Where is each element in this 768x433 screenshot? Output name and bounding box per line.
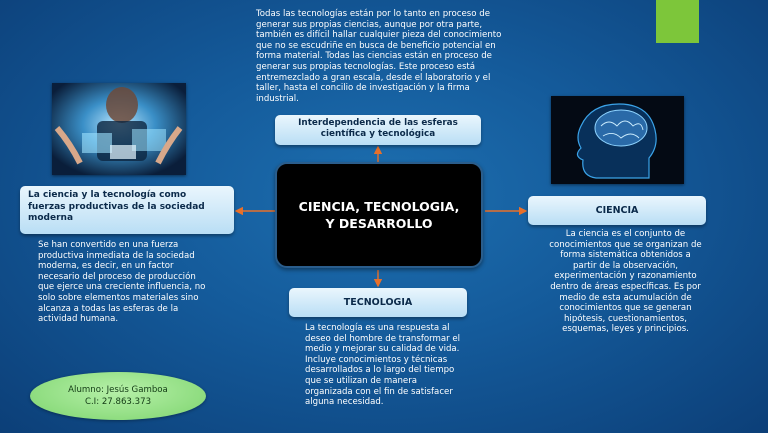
tecnologia-title: TECNOLOGIA — [343, 297, 413, 308]
productive-forces-title: La ciencia y la tecnología como fuerzas productivas de la sociedad moderna — [28, 190, 205, 223]
intro-paragraph: Todas las tecnologías están por lo tanto en proceso de generar sus propias ciencias, aunque por otra parte, también es difícil hallar cualquier pieza del conocimiento que no se escudriñe en busca de beneficio potencial en forma material. Todas las ciencias están en proceso de generar sus propias tecnologías. Este proceso está entremezclado a gran escala, desde el laboratorio y el taller, hasta el concilio de investigación y la firma industrial. — [256, 9, 502, 104]
productive-forces-box — [20, 186, 234, 234]
author-name: Alumno: Jesús Gamboa — [68, 385, 168, 395]
interdependence-box — [275, 115, 481, 145]
tecnologia-box — [289, 288, 467, 317]
author-oval — [30, 372, 206, 420]
ciencia-box — [528, 196, 706, 225]
central-concept-box — [275, 162, 483, 268]
interdependence-label: Interdependencia de las esferas científica y tecnológica — [298, 118, 458, 139]
author-id: C.I: 27.863.373 — [84, 397, 152, 407]
ciencia-title: CIENCIA — [595, 205, 639, 216]
brain-head-image — [551, 96, 684, 184]
central-concept-title: CIENCIA, TECNOLOGIA, Y DESARROLLO — [298, 199, 460, 231]
productive-forces-text: Se han convertido en una fuerza productiva inmediata de la sociedad moderna, es decir, en un factor necesario del proceso de producción que ejerce una creciente influencia, no solo sobre elementos materiales sino alcanza a todas las esferas de la actividad humana. — [38, 240, 206, 325]
tecnologia-text: La tecnología es una respuesta al deseo del hombre de transformar el medio y mejorar su calidad de vida. Incluye conocimientos y técnicas desarrollados a lo largo del tiempo que se utilizan de manera organizada con el fin de satisfacer alguna necesidad. — [305, 323, 461, 408]
ciencia-text: La ciencia es el conjunto de conocimientos que se organizan de forma sistemática obtenidos a partir de la observación, experimentación y razonamiento dentro de áreas específicas. Es por medio de esta acumulación de conocimientos que se generan hipótesis, cuestionamientos, esquemas, leyes y principios. — [549, 229, 702, 335]
technology-hands-image — [52, 83, 186, 175]
